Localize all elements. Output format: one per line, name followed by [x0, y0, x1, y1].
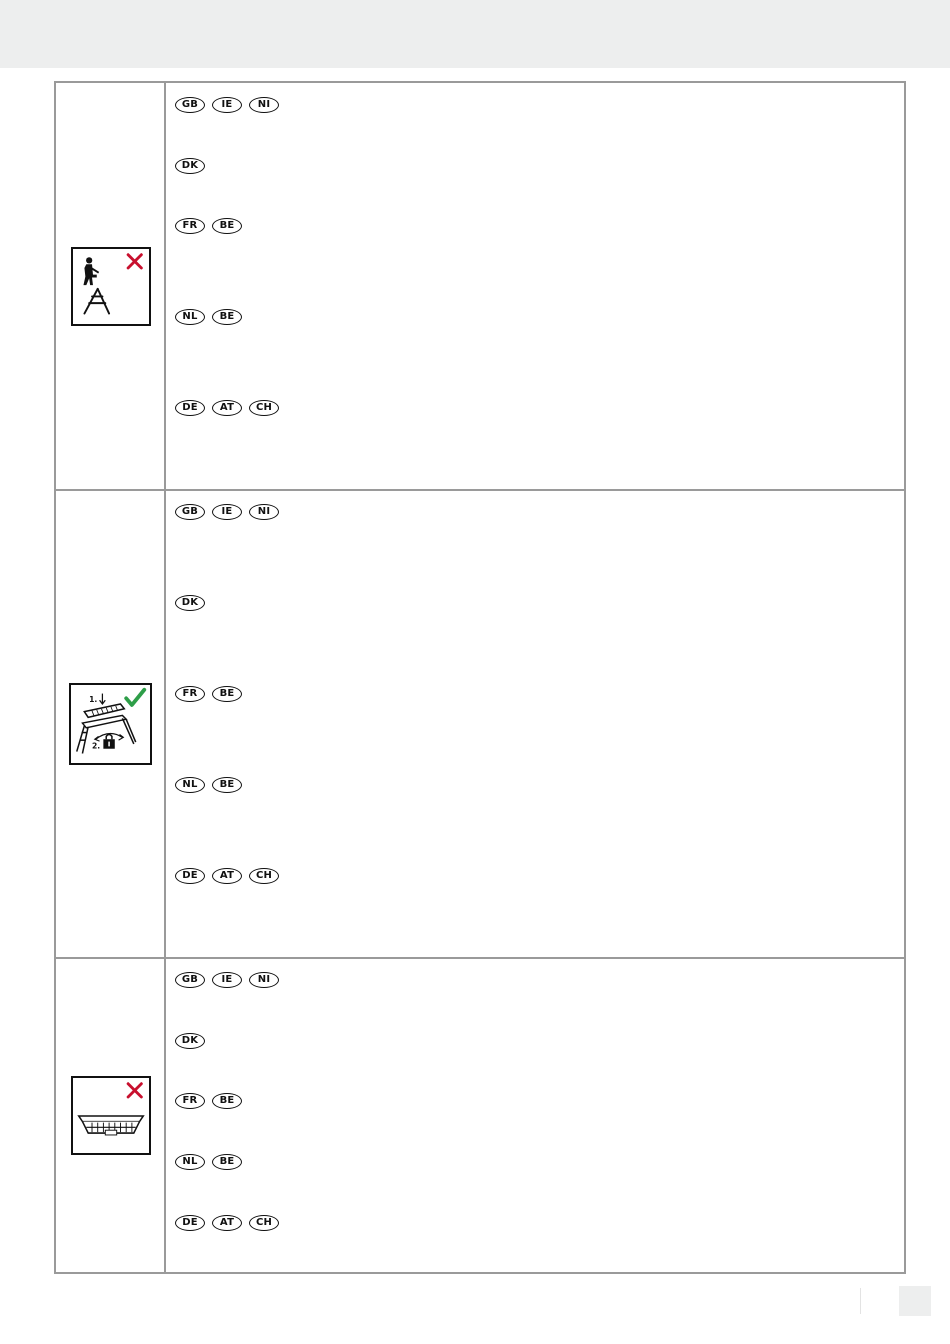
language-badge: DE	[175, 400, 205, 416]
page-number-box	[899, 1286, 931, 1316]
language-badge: NL	[175, 777, 205, 793]
language-row	[175, 218, 242, 236]
section-no-standing-on-ladder	[56, 83, 904, 489]
pictogram-cell	[56, 83, 166, 489]
section-no-inverted-platform	[56, 957, 904, 1272]
language-badge: NI	[249, 972, 279, 988]
language-badge: DE	[175, 1215, 205, 1231]
language-badge: NI	[249, 504, 279, 520]
pictogram-cell	[56, 959, 166, 1272]
language-row	[175, 868, 279, 886]
header-band	[0, 0, 950, 68]
language-badge: GB	[175, 97, 205, 113]
language-row	[175, 1215, 279, 1233]
language-row	[175, 158, 205, 176]
language-badge: DK	[175, 1033, 205, 1049]
language-row	[175, 504, 279, 522]
language-badge: IE	[212, 972, 242, 988]
language-badge: FR	[175, 1093, 205, 1109]
language-badge: IE	[212, 97, 242, 113]
language-badge: BE	[212, 686, 242, 702]
language-badge: BE	[212, 1093, 242, 1109]
language-row	[175, 595, 205, 613]
language-badge: CH	[249, 1215, 279, 1231]
language-badge: CH	[249, 868, 279, 884]
language-row	[175, 309, 242, 327]
step-two-label: 2.	[91, 741, 101, 751]
language-row	[175, 686, 242, 704]
language-badge: DK	[175, 595, 205, 611]
language-badge: AT	[212, 1215, 242, 1231]
language-badge: GB	[175, 504, 205, 520]
language-row	[175, 777, 242, 795]
language-badge: AT	[212, 400, 242, 416]
language-row	[175, 400, 279, 418]
section-insert-and-lock-platform	[56, 489, 904, 957]
language-badge: NL	[175, 309, 205, 325]
platform-insert-and-lock-allowed-icon	[69, 683, 152, 765]
language-badge: DK	[175, 158, 205, 174]
language-row	[175, 1093, 242, 1111]
language-badge: IE	[212, 504, 242, 520]
pictogram-cell	[56, 491, 166, 957]
language-badge: AT	[212, 868, 242, 884]
inverted-platform-not-allowed-icon	[71, 1076, 151, 1155]
language-row	[175, 1154, 242, 1172]
language-badge: NI	[249, 97, 279, 113]
language-badge: BE	[212, 777, 242, 793]
language-badge: FR	[175, 218, 205, 234]
language-badge: BE	[212, 309, 242, 325]
instruction-table	[54, 81, 906, 1274]
footer-divider	[860, 1288, 861, 1314]
language-badge: GB	[175, 972, 205, 988]
step-one-label: 1.	[89, 695, 98, 705]
language-row	[175, 972, 279, 990]
language-badge: BE	[212, 218, 242, 234]
language-badge: CH	[249, 400, 279, 416]
language-badge: DE	[175, 868, 205, 884]
language-badge: FR	[175, 686, 205, 702]
language-badge: BE	[212, 1154, 242, 1170]
language-row	[175, 1033, 205, 1051]
language-row	[175, 97, 279, 115]
language-badge: NL	[175, 1154, 205, 1170]
person-on-step-ladder-not-allowed-icon	[71, 247, 151, 326]
